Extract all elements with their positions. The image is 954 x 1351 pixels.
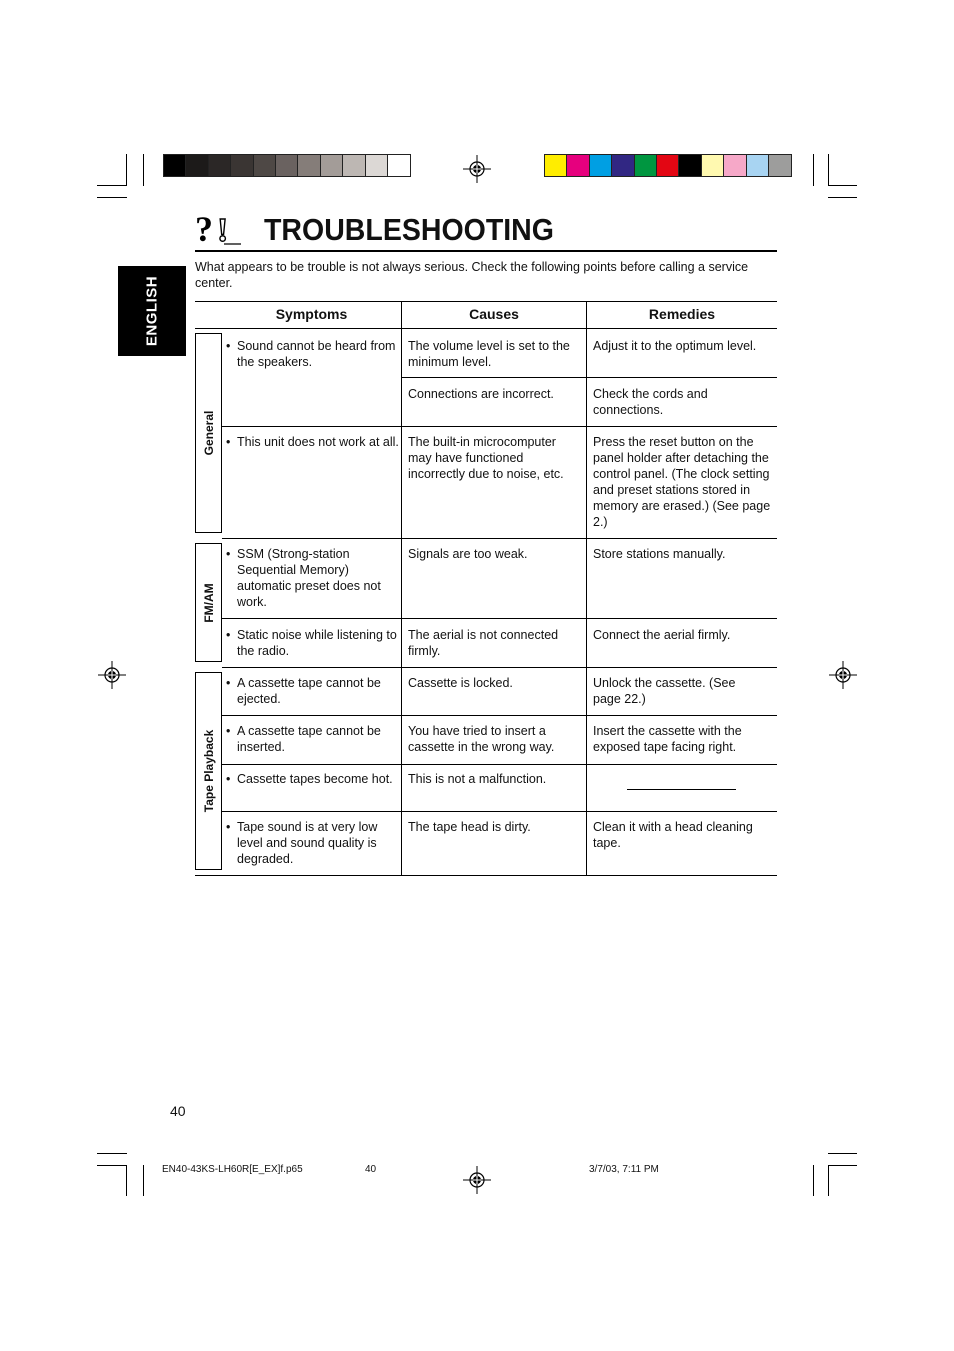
symptom-text: A cassette tape cannot be ejected. [237,676,381,706]
category-label: General [201,410,216,456]
gray-swatch [388,155,410,176]
color-swatch [545,155,567,176]
table-row-cause: The aerial is not connected firmly. [408,628,559,658]
registration-mark-icon [463,1166,491,1194]
crop-mark [126,154,127,186]
category-general [195,333,222,533]
page-title: TROUBLESHOOTING [264,212,554,247]
table-rule [222,618,777,619]
registration-mark-icon [463,155,491,183]
table-row-symptom [226,675,402,707]
color-swatch [612,155,634,176]
bullet: • [226,676,231,690]
page-number: 40 [170,1103,186,1119]
gray-swatch [366,155,388,176]
table-row-symptom [226,723,402,755]
bullet: • [226,628,231,642]
header-remedies: Remedies [648,306,716,322]
color-bar [544,154,792,177]
table-row-remedy: Insert the cassette with the exposed tape facing right. [593,724,742,754]
registration-mark-icon [98,661,126,689]
color-swatch [769,155,791,176]
crop-mark [828,1153,857,1154]
svg-text:?: ? [195,210,213,246]
gray-swatch [186,155,208,176]
table-row-symptom [226,434,402,450]
bullet: • [226,547,231,561]
registration-mark-icon [829,661,857,689]
table-row-cause: Cassette is locked. [408,676,513,690]
category-fm-am [195,543,222,662]
column-rule [586,301,587,876]
gray-swatch [343,155,365,176]
table-row-cause: You have tried to insert a cassette in the wrong way. [408,724,555,754]
gray-swatch [164,155,186,176]
crop-mark [828,185,857,186]
table-row-remedy: Store stations manually. [593,547,726,561]
table-row-symptom [226,546,402,610]
table-rule [222,764,777,765]
table-row-remedy: Unlock the cassette. (See page 22.) [593,676,736,706]
table-rule [222,538,777,539]
symptom-text: This unit does not work at all. [237,435,399,449]
color-swatch [567,155,589,176]
blank-remedy-line [627,789,736,790]
language-tab [118,266,186,356]
crop-mark [143,1165,144,1196]
table-row-remedy: Check the cords and connections. [593,387,708,417]
table-row-cause: Signals are too weak. [408,547,528,561]
color-swatch [635,155,657,176]
crop-mark [97,185,127,186]
symptom-text: Sound cannot be heard from the speakers. [237,339,396,369]
footer-date: 3/7/03, 7:11 PM [589,1164,659,1175]
symptom-text: Tape sound is at very low level and sound quality is degraded. [237,820,378,866]
gray-swatch [254,155,276,176]
gray-swatch [231,155,253,176]
color-swatch [657,155,679,176]
table-row-cause: This is not a malfunction. [408,772,547,786]
symptom-text: SSM (Strong-station Sequential Memory) automatic preset does not work. [237,547,381,609]
question-exclamation-icon [195,210,243,246]
table-row-symptom [226,338,402,370]
table-rule [195,301,777,302]
symptom-text: A cassette tape cannot be inserted. [237,724,381,754]
svg-text:!: ! [217,212,229,246]
table-row-cause: The built-in microcomputer may have functioned incorrectly due to noise, etc. [408,435,564,481]
category-label: Tape Playback [201,729,216,813]
table-row-remedy: Clean it with a head cleaning tape. [593,820,753,850]
crop-mark [828,154,829,186]
table-rule [401,377,777,378]
bullet: • [226,772,231,786]
header-symptoms: Symptoms [275,306,348,322]
language-tab-label: ENGLISH [143,275,161,347]
crop-mark [97,197,127,198]
table-rule [222,715,777,716]
color-swatch [724,155,746,176]
color-swatch [702,155,724,176]
crop-mark [828,1165,857,1166]
color-swatch [747,155,769,176]
crop-mark [97,1153,127,1154]
crop-mark [97,1165,127,1166]
table-row-remedy: Adjust it to the optimum level. [593,339,757,353]
symptom-text: Cassette tapes become hot. [237,772,393,786]
crop-mark [126,1165,127,1196]
crop-mark [828,1165,829,1196]
table-row-symptom [226,627,402,659]
category-label: FM/AM [201,582,216,623]
table-row-remedy: Press the reset button on the panel holder after detaching the control panel. (The clock setting and preset stations stored in memory are erased.) (See page 2.) [593,435,771,529]
gray-swatch [276,155,298,176]
category-tape-playback [195,672,222,870]
table-rule [195,328,777,329]
table-row-cause: The tape head is dirty. [408,820,531,834]
gray-swatch [321,155,343,176]
crop-mark [828,197,857,198]
color-swatch [590,155,612,176]
footer-filename: EN40-43KS-LH60R[E_EX]f.p65 [162,1164,303,1175]
gray-scale-bar [163,154,411,177]
title-divider [195,250,777,252]
bullet: • [226,339,231,353]
footer-page: 40 [365,1164,377,1175]
symptom-text: Static noise while listening to the radio. [237,628,397,658]
crop-mark [143,154,144,186]
table-rule [222,811,777,812]
table-rule [195,875,777,876]
table-row-symptom [226,771,402,787]
gray-swatch [298,155,320,176]
table-row-cause: Connections are incorrect. [408,387,554,401]
table-rule [222,667,777,668]
gray-swatch [209,155,231,176]
table-row-symptom [226,819,402,867]
crop-mark [813,154,814,186]
color-swatch [679,155,701,176]
bullet: • [226,724,231,738]
bullet: • [226,820,231,834]
intro-text: What appears to be trouble is not always serious. Check the following points before calling a service center. [195,260,749,290]
table-rule [222,426,777,427]
table-row-remedy: Connect the aerial firmly. [593,628,731,642]
header-causes: Causes [469,306,519,322]
crop-mark [813,1165,814,1196]
bullet: • [226,435,231,449]
table-row-cause: The volume level is set to the minimum level. [408,339,570,369]
